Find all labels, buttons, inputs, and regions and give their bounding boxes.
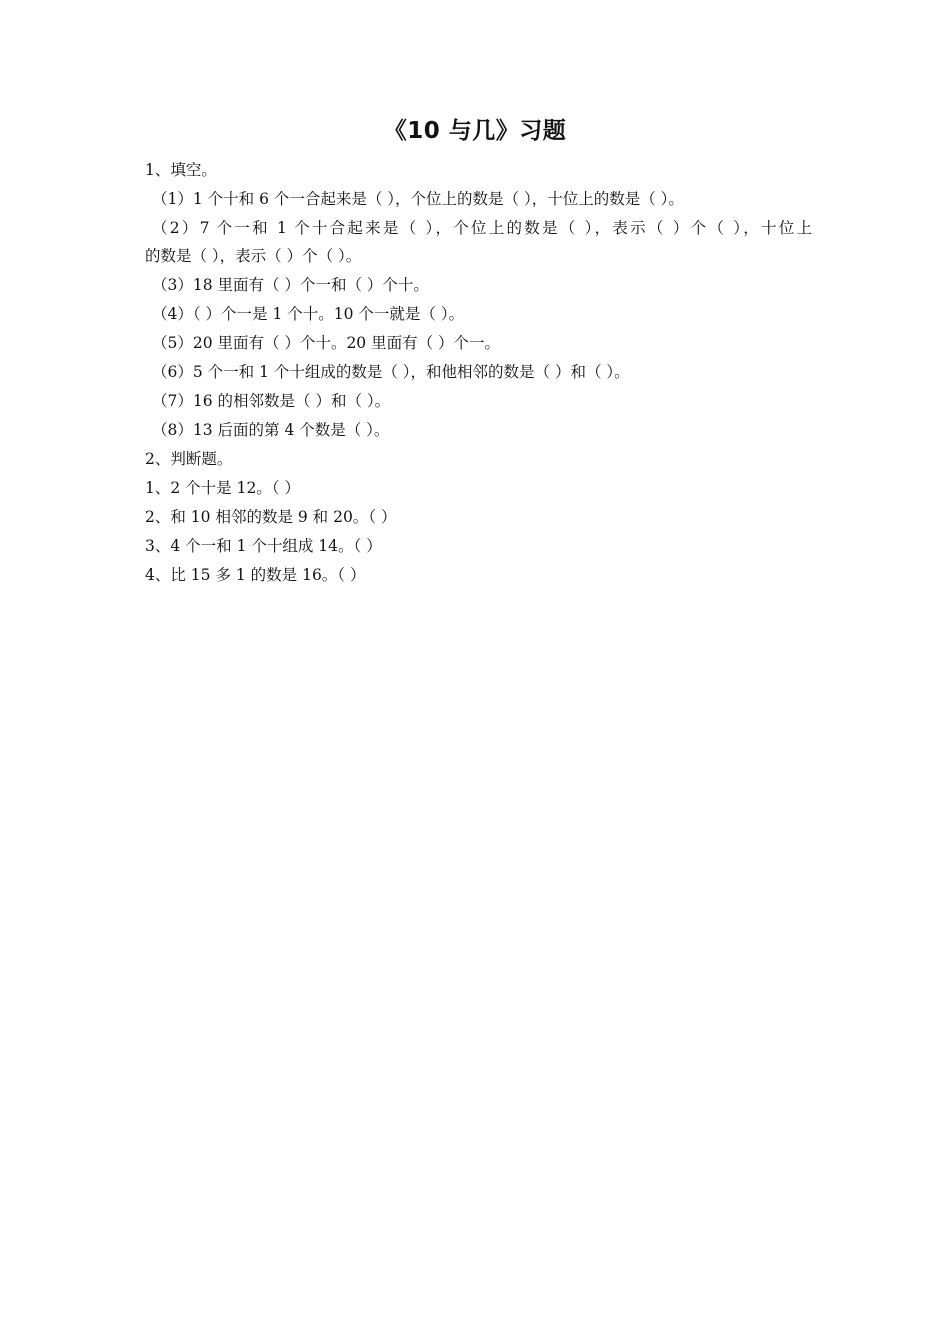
section-heading-true-false: 2、判断题。 bbox=[145, 450, 233, 468]
fill-blank-item-5: （5）20 里面有（ ）个十。20 里面有（ ）个一。 bbox=[152, 334, 501, 352]
fill-blank-item-8: （8）13 后面的第 4 个数是（ ）。 bbox=[152, 421, 390, 439]
true-false-item-1: 1、2 个十是 12。（ ） bbox=[145, 479, 300, 497]
true-false-item-3: 3、4 个一和 1 个十组成 14。（ ） bbox=[145, 537, 382, 555]
fill-blank-item-7: （7）16 的相邻数是（ ）和（ ）。 bbox=[152, 392, 391, 410]
fill-blank-item-1: （1）1 个十和 6 个一合起来是（ ），个位上的数是（ ），十位上的数是（ ）。 bbox=[152, 190, 684, 208]
true-false-item-2: 2、和 10 相邻的数是 9 和 20。（ ） bbox=[145, 508, 397, 526]
section-heading-fill-blank: 1、填空。 bbox=[145, 161, 217, 179]
fill-blank-item-6: （6）5 个一和 1 个十组成的数是（ ），和他相邻的数是（ ）和（ ）。 bbox=[152, 363, 630, 381]
true-false-item-4: 4、比 15 多 1 的数是 16。（ ） bbox=[145, 566, 366, 584]
fill-blank-item-2: （2）7 个一和 1 个十合起来是（ ），个位上的数是（ ），表示（ ）个（ ），十位上 bbox=[152, 219, 812, 237]
fill-blank-item-3: （3）18 里面有（ ）个一和（ ）个十。 bbox=[152, 276, 429, 294]
page-title: 《10 与几》习题 bbox=[383, 118, 567, 144]
fill-blank-item-2-continued: 的数是（ ），表示（ ）个（ ）。 bbox=[145, 247, 362, 265]
fill-blank-item-4: （4）（ ）个一是 1 个十。10 个一就是（ ）。 bbox=[152, 305, 465, 323]
